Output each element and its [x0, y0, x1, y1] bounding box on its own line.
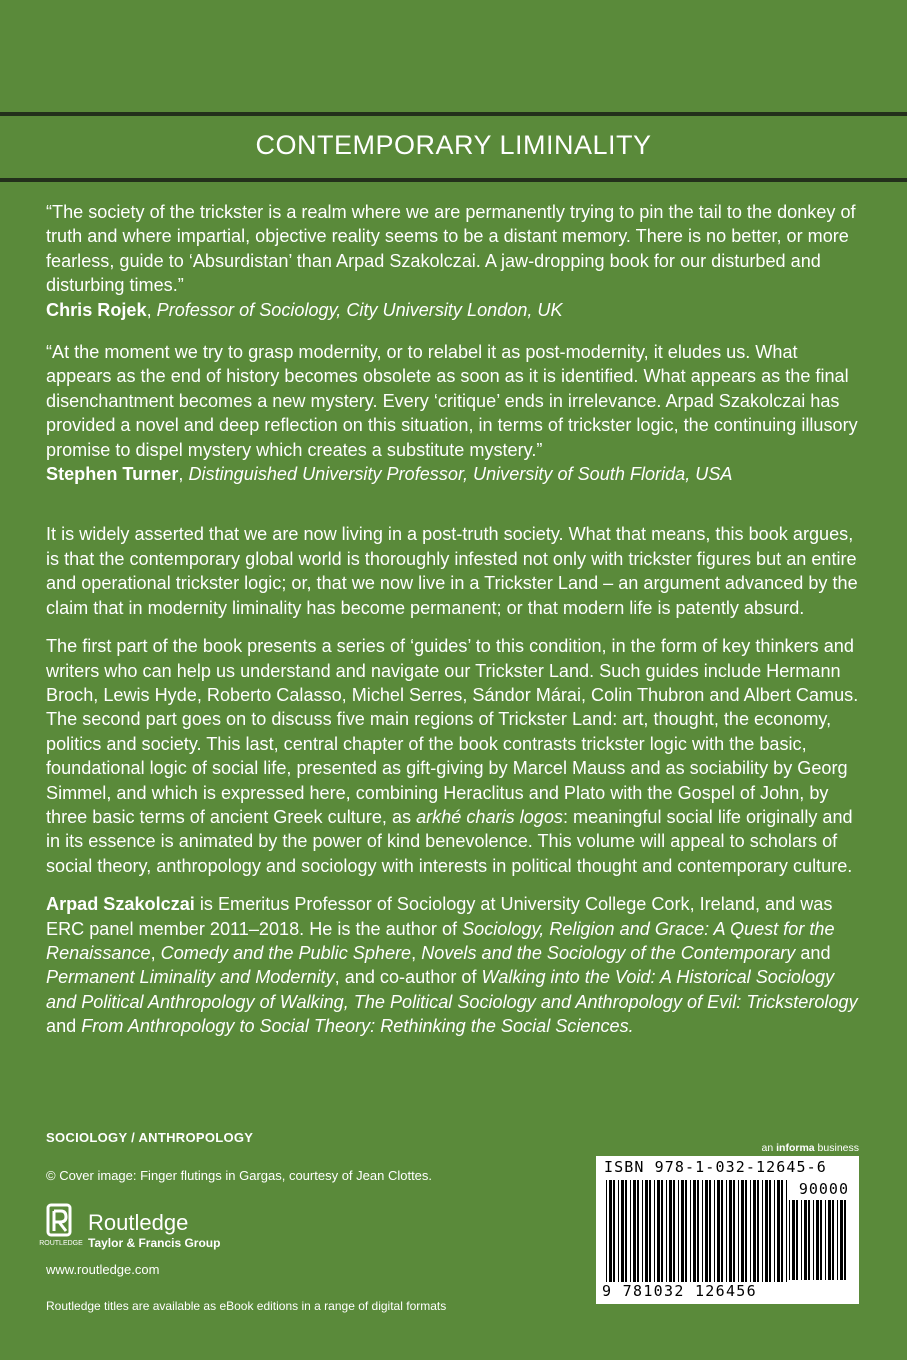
barcode-bar — [693, 1180, 696, 1282]
ean-digits: 9 781032 126456 — [602, 1282, 757, 1300]
barcode-bar — [762, 1180, 763, 1282]
publisher-website[interactable]: www.routledge.com — [46, 1262, 160, 1277]
barcode-bar — [717, 1180, 720, 1282]
barcode-bar — [813, 1200, 814, 1280]
routledge-r-icon — [39, 1205, 84, 1257]
barcode-bar — [669, 1180, 672, 1282]
barcode-bar — [690, 1180, 691, 1282]
barcode-bar — [645, 1180, 648, 1282]
barcode-bar — [609, 1180, 612, 1282]
endorsement-2-author: Stephen Turner — [46, 464, 179, 485]
barcode-bar — [666, 1180, 667, 1282]
description-p2-italic: arkhé charis logos — [416, 806, 563, 827]
barcode-bar — [705, 1180, 708, 1282]
barcode-bar — [678, 1180, 679, 1282]
bio-text-2: , — [150, 942, 161, 963]
bio-book-3: Novels and the Sociology of the Contemporary — [421, 942, 796, 963]
barcode-bar — [796, 1200, 798, 1280]
endorsement-1-affiliation: Professor of Sociology, City University London, UK — [156, 299, 563, 320]
barcode-bar — [606, 1180, 607, 1282]
barcode-bar — [792, 1200, 795, 1280]
barcode-bar — [825, 1200, 826, 1280]
barcode-bar — [804, 1200, 807, 1280]
barcode-bar — [844, 1200, 846, 1280]
barcode-bar — [816, 1200, 819, 1280]
barcode-bar — [777, 1180, 780, 1282]
endorsement-1-author: Chris Rojek — [46, 299, 147, 320]
top-divider — [0, 112, 907, 116]
description-p2-part-b: : meaningful social life originally and in its essence is animated by the power of kind benevolence. This volume will appeal to scholars of social theory, anthropology and sociology with interests in political thought and contemporary culture. — [46, 806, 853, 876]
informa-suffix: business — [814, 1142, 859, 1154]
bio-text-5: , and co-author of — [334, 967, 482, 988]
informa-brand: informa — [776, 1142, 815, 1154]
publisher-name: Routledge — [88, 1210, 189, 1235]
barcode-bar — [750, 1180, 751, 1282]
barcode-bar — [769, 1180, 771, 1282]
ebook-note: Routledge titles are available as eBook editions in a range of digital formats — [46, 1299, 447, 1313]
barcode-bar — [697, 1180, 699, 1282]
bio-text-1: is Emeritus Professor of Sociology at University College Cork, Ireland, and was ERC panel member 2011–2018. He is the author of — [46, 894, 833, 939]
bio-book-2: Comedy and the Public Sphere — [160, 942, 412, 963]
barcode-bar — [714, 1180, 715, 1282]
bio-book-1: Sociology, Religion and Grace: A Quest for the Renaissance — [46, 918, 835, 963]
barcode-bar — [657, 1180, 660, 1282]
series-title: CONTEMPORARY LIMINALITY — [255, 130, 652, 160]
barcode-bar — [757, 1180, 759, 1282]
barcode-bar — [786, 1180, 787, 1282]
endorsement-2-affiliation: Distinguished University Professor, University of South Florida, USA — [188, 464, 733, 485]
bio-book-6: From Anthropology to Social Theory: Rethinking the Social Sciences. — [81, 1016, 634, 1037]
publisher-group: Taylor & Francis Group — [88, 1236, 221, 1250]
barcode-bar — [832, 1200, 834, 1280]
informa-tagline — [762, 1142, 859, 1154]
price-code: 90000 — [798, 1180, 849, 1198]
barcode-bar — [753, 1180, 756, 1282]
barcode-bar — [828, 1200, 831, 1280]
endorsement-2: “At the moment we try to grasp modernity, or to relabel it as post-modernity, it eludes us. What appears as the end of history becomes obsolete as soon as it is identified. What appears as the final disenchantment becomes a new mystery. Every ‘critique’ ends in irrelevance. Arpad Szakolczai has provided a novel and deep reflection on this situation, in terms of trickster logic, the continuing illusory promise to dispel mystery which creates a substitute mystery.” Stephen Turner, Distinguished University Professor, University of South Florida, USA — [46, 342, 858, 485]
barcode-bar — [781, 1180, 783, 1282]
barcode-bar — [733, 1180, 735, 1282]
author-name: Arpad Szakolczai — [46, 894, 195, 915]
endorsement-2-text: “At the moment we try to grasp modernity, or to relabel it as post-modernity, it eludes us. What appears as the end of history becomes obsolete as soon as it is identified. What appears as the final disenchantment becomes a new mystery. Every ‘critique’ ends in irrelevance. Arpad Szakolczai has provided a novel and deep reflection on this situation, in terms of trickster logic, the continuing illusory promise to dispel mystery which creates a substitute mystery.” — [46, 342, 858, 460]
barcode-bar — [721, 1180, 723, 1282]
description-p2-part-a: The first part of the book presents a series of ‘guides’ to this condition, in the form of key thinkers and writers who can help us understand and navigate our Trickster Land. Such guides include Hermann Broch, Lewis Hyde, Roberto Calasso, Michel Serres, Sándor Márai, Colin Thubron and Albert Camus. The second part goes on to discuss five main regions of Trickster Land: art, thought, the economy, politics and society. This last, central chapter of the book contrasts trickster logic with the basic, foundational logic of social life, presented as gift-giving by Marcel Mauss and as sociability by Georg Simmel, and which is expressed here, combining Heraclitus and Plato with the Gospel of John, by three basic terms of ancient Greek culture, as — [46, 636, 859, 827]
barcode-bar — [649, 1180, 651, 1282]
bio-text-6: and — [46, 1016, 82, 1037]
barcode-bar — [709, 1180, 711, 1282]
barcode-bar — [685, 1180, 687, 1282]
bio-book-5: Walking into the Void: A Historical Sociology and Political Anthropology of Walking, The Political Sociology and Anthropology of Evil: Tricksterology — [46, 967, 858, 1012]
back-cover-text — [46, 200, 866, 1053]
barcode-bar — [630, 1180, 631, 1282]
barcode-bar — [765, 1180, 768, 1282]
isbn-text: ISBN 978-1-032-12645-6 — [604, 1158, 827, 1176]
bio-book-4: Permanent Liminality and Modernity — [46, 967, 335, 988]
routledge-logo — [39, 1205, 264, 1257]
informa-prefix: an — [761, 1142, 777, 1154]
barcode-bar — [738, 1180, 739, 1282]
barcode-bar — [820, 1200, 822, 1280]
barcode-bar — [661, 1180, 663, 1282]
barcode-bar — [702, 1180, 703, 1282]
barcode-bar — [618, 1180, 619, 1282]
barcode-bar — [642, 1180, 643, 1282]
barcode-bar — [840, 1200, 843, 1280]
endorsement-1: “The society of the trickster is a realm where we are permanently trying to pin the tail to the donkey of truth and where impartial, objective reality seems to be a distant memory. There is no better, or more fearless, guide to ‘Absurdistan’ than Arpad Szakolczai. A jaw-dropping book for our disturbed and disturbing times.” Chris Rojek, Professor of Sociology, City University London, UK — [46, 202, 856, 320]
endorsement-1-text: “The society of the trickster is a realm where we are permanently trying to pin the tail to the donkey of truth and where impartial, objective reality seems to be a distant memory. There is no better, or more fearless, guide to ‘Absurdistan’ than Arpad Szakolczai. A jaw-dropping book for our disturbed and disturbing times.” — [46, 202, 856, 296]
bottom-divider — [0, 178, 907, 182]
barcode-bars — [606, 1180, 792, 1282]
barcode-bar — [621, 1180, 624, 1282]
barcode-bar — [654, 1180, 655, 1282]
price-barcode-bars — [789, 1200, 849, 1280]
bio-text-3: , — [411, 942, 422, 963]
logo-vertical-text: ROUTLEDGE — [39, 1240, 83, 1247]
barcode-bar — [673, 1180, 675, 1282]
barcode-bar — [633, 1180, 636, 1282]
description-paragraph-2 — [46, 634, 866, 878]
barcode-bar — [837, 1200, 838, 1280]
subject-category: SOCIOLOGY / ANTHROPOLOGY — [46, 1130, 254, 1145]
barcode-bar — [789, 1200, 790, 1280]
barcode-bar — [726, 1180, 727, 1282]
barcode-bar — [745, 1180, 747, 1282]
cover-credit: © Cover image: Finger flutings in Gargas, courtesy of Jean Clottes. — [46, 1168, 433, 1183]
barcode-bar — [741, 1180, 744, 1282]
barcode-bar — [613, 1180, 615, 1282]
barcode-bar — [774, 1180, 775, 1282]
barcode-panel — [596, 1156, 859, 1304]
barcode-bar — [681, 1180, 684, 1282]
barcode-bar — [729, 1180, 732, 1282]
bio-text-4: and — [795, 942, 831, 963]
barcode-bar — [801, 1200, 802, 1280]
barcode-bar — [637, 1180, 639, 1282]
author-bio — [46, 892, 866, 1038]
barcode-bar — [625, 1180, 627, 1282]
description-paragraph-1: It is widely asserted that we are now living in a post-truth society. What that means, this book argues, is that the contemporary global world is thoroughly infested not only with trickster figures but an entire and operational trickster logic; or, that we now live in a Trickster Land – an argument advanced by the claim that in modernity liminality has become permanent; or that modern life is patently absurd. — [46, 524, 858, 618]
barcode-bar — [808, 1200, 810, 1280]
